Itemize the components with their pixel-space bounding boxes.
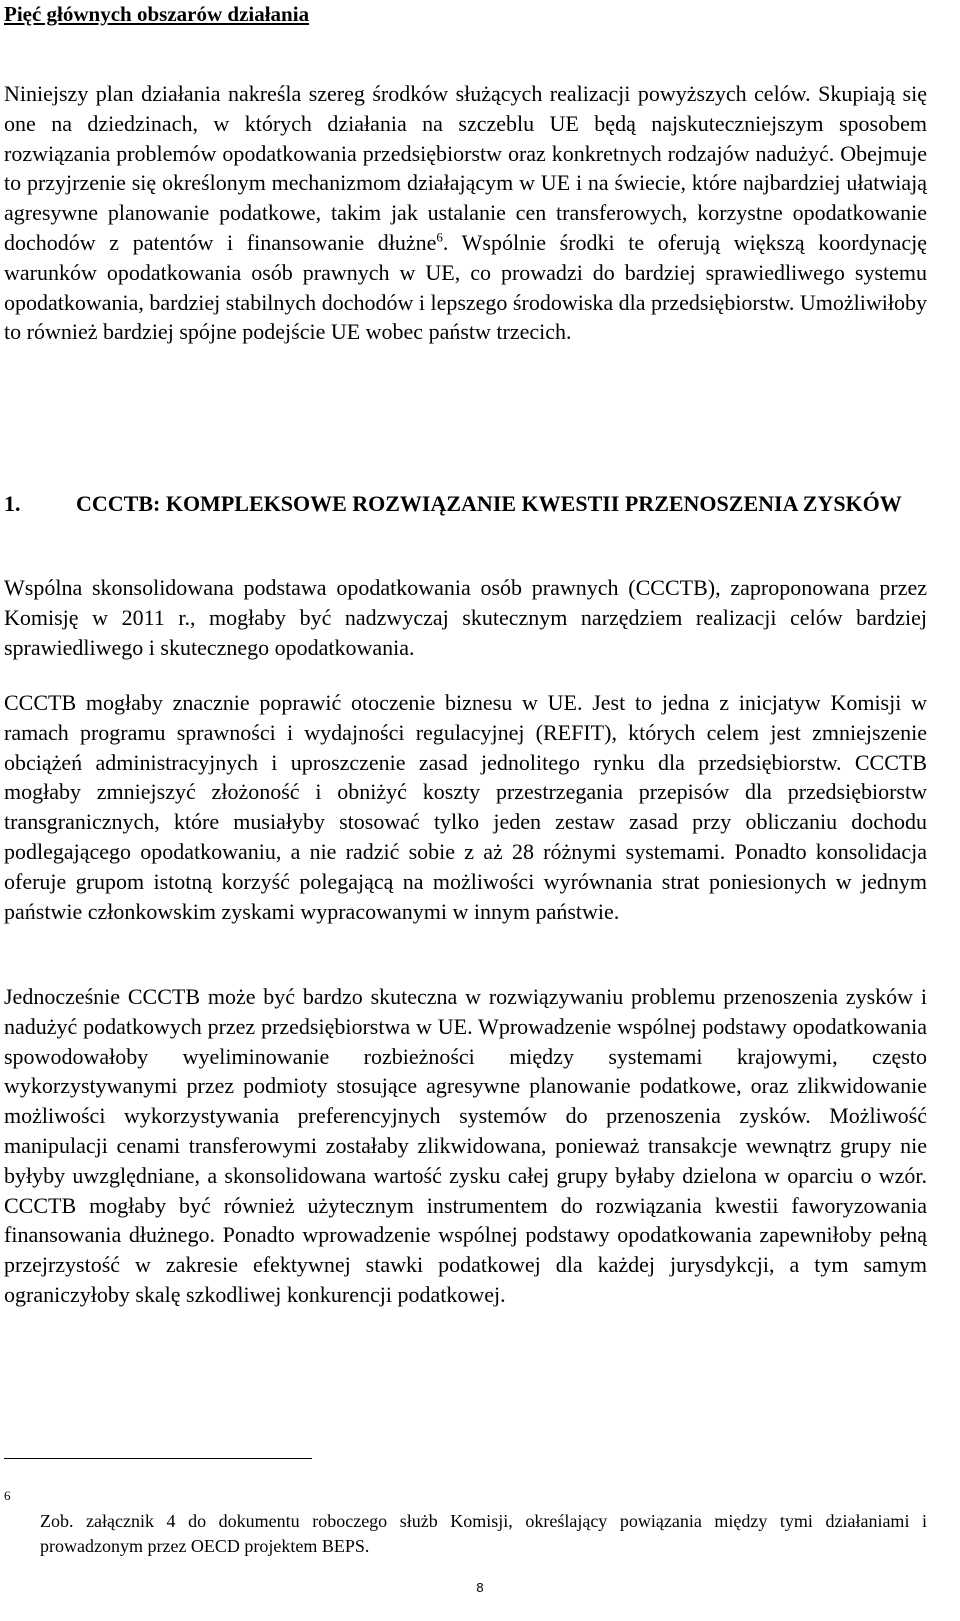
page-number: 8	[476, 1580, 484, 1595]
footnote-text: Zob. załącznik 4 do dokumentu roboczego służb Komisji, określający powiązania między tymi działaniami i prowadzonym przez OECD projektem BEPS.	[40, 1511, 927, 1556]
footnote-separator	[4, 1458, 312, 1459]
body-paragraph-business-environment: CCCTB mogłaby znacznie poprawić otoczenie biznesu w UE. Jest to jedna z inicjatyw Komisji w ramach programu sprawności i wydajności regulacyjnej (REFIT), których celem jest zmniejszenie obciążeń administracyjnych i uproszczenie zasad jednolitego rynku dla przedsiębiorstw. CCCTB mogłaby zmniejszyć złożoność i obniżyć koszty przestrzegania przepisów dla przedsiębiorstw transgranicznych, które musiałyby stosować tylko jeden zestaw zasad przy obliczaniu dochodu podlegającego opodatkowaniu, a nie radzić sobie z aż 28 różnymi systemami. Ponadto konsolidacja oferuje grupom istotną korzyść polegającą na możliwości wyrównania strat poniesionych w jednym państwie członkowskim zyskami wypracowanymi w innym państwie.	[4, 690, 927, 924]
intro-text-b: . Wspólnie środki te oferują większą koordynację warunków opodatkowania osób prawnych w UE, co prowadzi do bardziej sprawiedliwego systemu opodatkowania, bardziej stabilnych dochodów i lepszego środowiska dla przedsiębiorstw. Umożliwiłoby to również bardziej spójne podejście UE wobec państw trzecich.	[4, 229, 927, 345]
section-heading	[4, 488, 927, 519]
body-paragraph-cctb-intro: Wspólna skonsolidowana podstawa opodatkowania osób prawnych (CCCTB), zaproponowana przez Komisję w 2011 r., mogłaby być nadzwyczaj skutecznym narzędziem realizacji celów bardziej sprawiedliwego i skutecznego opodatkowania.	[4, 575, 927, 660]
intro-paragraph	[4, 79, 927, 347]
footnote-mark: 6	[4, 1488, 11, 1503]
section-number: 1.	[4, 491, 21, 516]
intro-text-a: Niniejszy plan działania nakreśla szereg środków służących realizacji powyższych celów. Skupiają się one na dziedzinach, w których działania na szczeblu UE będą najskuteczniejszym sposobem rozwiązania problemów opodatkowania przedsiębiorstw oraz konkretnych rodzajów nadużyć. Obejmuje to przyjrzenie się określonym mechanizmom działającym w UE i na świecie, które najbardziej ułatwiają agresywne planowanie podatkowe, takim jak ustalanie cen transferowych, korzystne opodatkowanie dochodów z patentów i finansowanie dłużne	[4, 81, 927, 255]
footnote-reference[interactable]: 6	[436, 229, 443, 245]
top-heading: Pięć głównych obszarów działania	[4, 2, 310, 26]
body-paragraph-profit-shifting: Jednocześnie CCCTB może być bardzo skuteczna w rozwiązywaniu problemu przenoszenia zysków i nadużyć podatkowych przez przedsiębiorstwa w UE. Wprowadzenie wspólnej podstawy opodatkowania spowodowałoby wyeliminowanie rozbieżności między systemami krajowymi, często wykorzystywanymi przez podmioty stosujące agresywne planowanie podatkowe, oraz zlikwidowanie możliwości wykorzystywania preferencyjnych systemów do przenoszenia zysków. Możliwość manipulacji cenami transferowymi zostałaby zlikwidowana, ponieważ transakcje wewnątrz grupy nie byłyby uwzględniane, a skonsolidowana wartość zysku całej grupy byłaby dzielona w oparciu o wzór. CCCTB mogłaby być również użytecznym instrumentem do rozwiązania kwestii faworyzowania finansowania dłużnego. Ponadto wprowadzenie wspólnej podstawy opodatkowania zapewniłoby pełną przejrzystość w zakresie efektywnej stawki podatkowej dla każdej jurysdykcji, a tym samym ograniczyłoby skalę szkodliwej konkurencji podatkowej.	[4, 984, 927, 1307]
section-title: CCCTB: KOMPLEKSOWE ROZWIĄZANIE KWESTII PRZENOSZENIA ZYSKÓW	[76, 491, 902, 516]
